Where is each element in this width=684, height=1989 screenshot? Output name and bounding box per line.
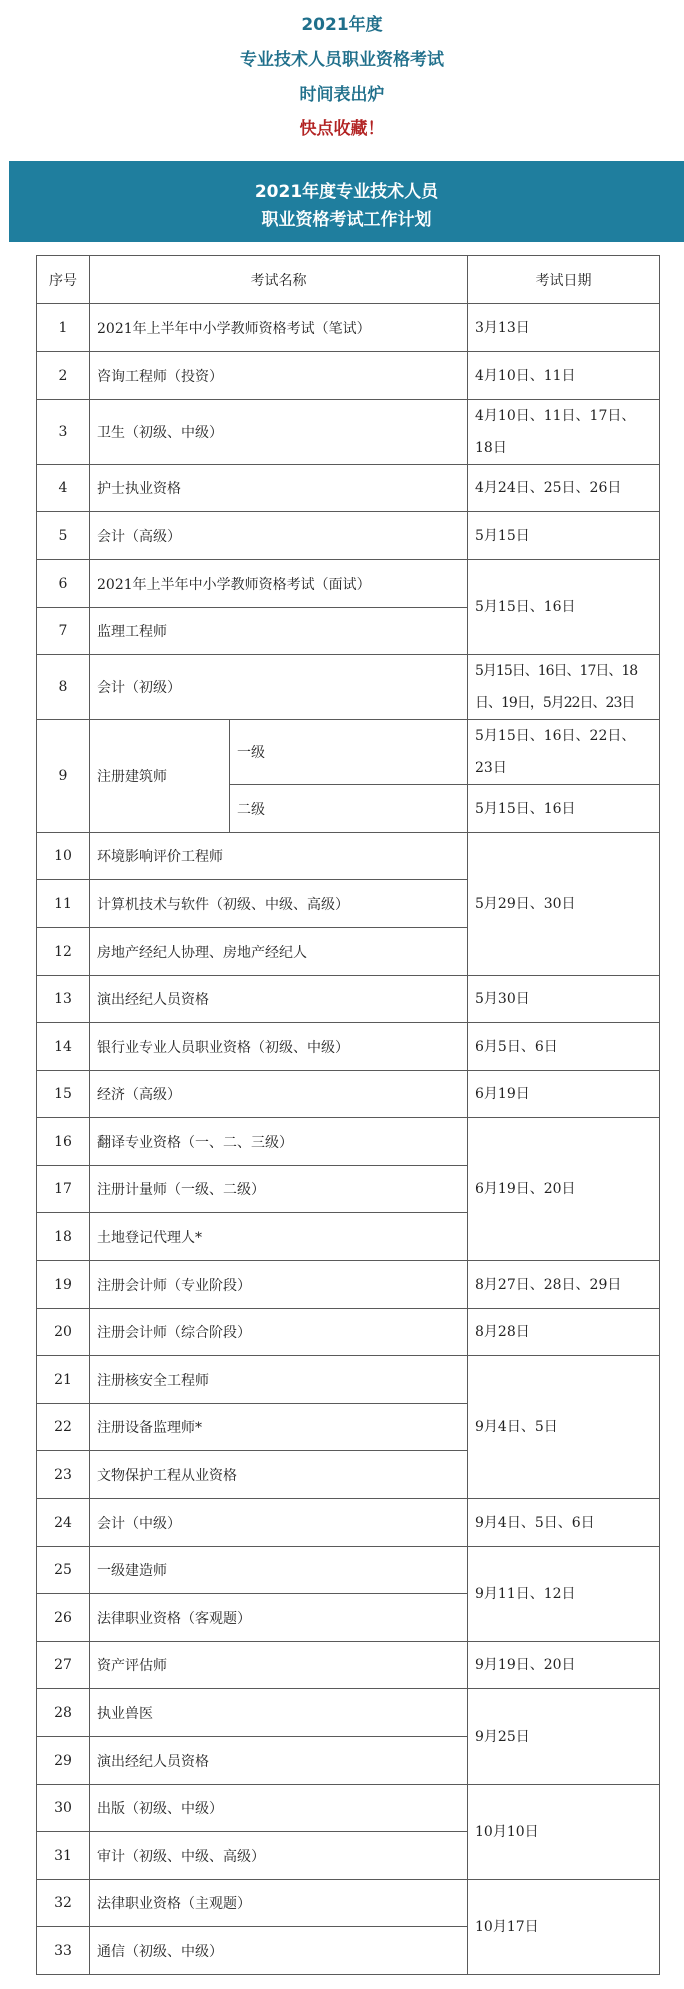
exam-date: 6月19日、20日: [468, 1118, 660, 1261]
row-number: 12: [37, 928, 90, 976]
exam-name: 土地登记代理人*: [90, 1213, 468, 1261]
row-number: 16: [37, 1118, 90, 1166]
exam-date: 9月4日、5日: [468, 1356, 660, 1499]
row-number: 11: [37, 880, 90, 928]
exam-name: 2021年上半年中小学教师资格考试（面试）: [90, 560, 468, 608]
banner-line-1: 2021年度专业技术人员: [254, 182, 439, 202]
exam-name: 资产评估师: [90, 1642, 468, 1689]
page-header: [0, 0, 684, 148]
exam-level: 一级: [230, 720, 468, 785]
table-row: [37, 512, 660, 560]
row-number: 33: [37, 1927, 90, 1975]
row-number: 6: [37, 560, 90, 608]
table-row: [37, 1880, 660, 1927]
table-header-row: [37, 256, 660, 304]
exam-date: 9月11日、12日: [468, 1547, 660, 1642]
row-number: 10: [37, 833, 90, 880]
row-number: 9: [37, 720, 90, 833]
table-row: [37, 1356, 660, 1404]
exam-name: 会计（高级）: [90, 512, 468, 560]
row-number: 28: [37, 1689, 90, 1737]
table-row: [37, 560, 660, 608]
table-row: [37, 1023, 660, 1071]
exam-name: 经济（高级）: [90, 1071, 468, 1118]
table-row: [37, 1261, 660, 1309]
table-row: [37, 1499, 660, 1547]
exam-level: 二级: [230, 785, 468, 833]
exam-date: 5月29日、30日: [468, 833, 660, 976]
exam-date: 9月4日、5日、6日: [468, 1499, 660, 1547]
header-subtitle: 时间表出炉: [299, 85, 385, 105]
header-date: 考试日期: [468, 256, 660, 304]
exam-name: 房地产经纪人协理、房地产经纪人: [90, 928, 468, 976]
table-row: [37, 720, 660, 785]
exam-date: 8月27日、28日、29日: [468, 1261, 660, 1309]
table-row: [37, 1071, 660, 1118]
row-number: 5: [37, 512, 90, 560]
row-number: 18: [37, 1213, 90, 1261]
row-number: 25: [37, 1547, 90, 1594]
row-number: 26: [37, 1594, 90, 1642]
row-number: 15: [37, 1071, 90, 1118]
row-number: 7: [37, 608, 90, 655]
exam-name: 演出经纪人员资格: [90, 1737, 468, 1785]
exam-name: 咨询工程师（投资）: [90, 352, 468, 400]
exam-name: 银行业专业人员职业资格（初级、中级）: [90, 1023, 468, 1071]
table-row: [37, 1547, 660, 1594]
exam-name: 注册建筑师: [90, 720, 230, 833]
row-number: 1: [37, 304, 90, 352]
table-row: [37, 352, 660, 400]
row-number: 27: [37, 1642, 90, 1689]
row-number: 20: [37, 1309, 90, 1356]
header-name: 考试名称: [90, 256, 468, 304]
exam-name: 卫生（初级、中级）: [90, 400, 468, 465]
exam-date: 5月15日: [468, 512, 660, 560]
exam-schedule-table: [36, 255, 660, 1975]
exam-name: 法律职业资格（主观题）: [90, 1880, 468, 1927]
table-row: [37, 1642, 660, 1689]
section-banner: [9, 161, 684, 242]
exam-name: 监理工程师: [90, 608, 468, 655]
exam-date: 6月5日、6日: [468, 1023, 660, 1071]
row-number: 24: [37, 1499, 90, 1547]
table-row: [37, 400, 660, 465]
row-number: 32: [37, 1880, 90, 1927]
exam-name: 通信（初级、中级）: [90, 1927, 468, 1975]
row-number: 3: [37, 400, 90, 465]
exam-name: 法律职业资格（客观题）: [90, 1594, 468, 1642]
exam-name: 注册计量师（一级、二级）: [90, 1166, 468, 1213]
row-number: 13: [37, 976, 90, 1023]
exam-date: 5月30日: [468, 976, 660, 1023]
exam-date: 10月17日: [468, 1880, 660, 1975]
header-callout: 快点收藏！: [299, 119, 385, 139]
exam-name: 执业兽医: [90, 1689, 468, 1737]
row-number: 14: [37, 1023, 90, 1071]
exam-date: 6月19日: [468, 1071, 660, 1118]
exam-date: 8月28日: [468, 1309, 660, 1356]
exam-name: 出版（初级、中级）: [90, 1785, 468, 1832]
table-row: [37, 1785, 660, 1832]
exam-name: 环境影响评价工程师: [90, 833, 468, 880]
header-no: 序号: [37, 256, 90, 304]
row-number: 8: [37, 655, 90, 720]
table-row: [37, 1118, 660, 1166]
exam-date: 4月24日、25日、26日: [468, 465, 660, 512]
exam-date: 5月15日、16日、22日、23日: [468, 720, 660, 785]
table-row: [37, 1689, 660, 1737]
exam-name: 审计（初级、中级、高级）: [90, 1832, 468, 1880]
row-number: 21: [37, 1356, 90, 1404]
table-row: [37, 465, 660, 512]
banner-line-2: 职业资格考试工作计划: [261, 210, 432, 230]
exam-date: 5月15日、16日: [468, 785, 660, 833]
exam-name: 演出经纪人员资格: [90, 976, 468, 1023]
row-number: 17: [37, 1166, 90, 1213]
row-number: 23: [37, 1451, 90, 1499]
table-row: [37, 833, 660, 880]
exam-date: 5月15日、16日: [468, 560, 660, 655]
exam-name: 注册会计师（专业阶段）: [90, 1261, 468, 1309]
row-number: 31: [37, 1832, 90, 1880]
exam-date: 3月13日: [468, 304, 660, 352]
exam-name: 一级建造师: [90, 1547, 468, 1594]
exam-date: 9月25日: [468, 1689, 660, 1785]
row-number: 30: [37, 1785, 90, 1832]
exam-name: 会计（初级）: [90, 655, 468, 720]
exam-name: 2021年上半年中小学教师资格考试（笔试）: [90, 304, 468, 352]
exam-date: 4月10日、11日、17日、18日: [468, 400, 660, 465]
exam-name: 翻译专业资格（一、二、三级）: [90, 1118, 468, 1166]
exam-name: 注册核安全工程师: [90, 1356, 468, 1404]
table-row: [37, 1309, 660, 1356]
exam-date: 10月10日: [468, 1785, 660, 1880]
exam-name: 护士执业资格: [90, 465, 468, 512]
exam-name: 文物保护工程从业资格: [90, 1451, 468, 1499]
row-number: 2: [37, 352, 90, 400]
exam-date: 5月15日、16日、17日、18日、19日，5月22日、23日: [468, 655, 660, 720]
row-number: 29: [37, 1737, 90, 1785]
header-year: 2021年度: [301, 15, 383, 35]
exam-name: 注册会计师（综合阶段）: [90, 1309, 468, 1356]
table-row: [37, 976, 660, 1023]
exam-name: 计算机技术与软件（初级、中级、高级）: [90, 880, 468, 928]
row-number: 4: [37, 465, 90, 512]
row-number: 22: [37, 1404, 90, 1451]
header-title: 专业技术人员职业资格考试: [240, 50, 444, 70]
row-number: 19: [37, 1261, 90, 1309]
exam-date: 9月19日、20日: [468, 1642, 660, 1689]
exam-name: 注册设备监理师*: [90, 1404, 468, 1451]
table-row: [37, 304, 660, 352]
exam-date: 4月10日、11日: [468, 352, 660, 400]
table-row: [37, 655, 660, 720]
exam-name: 会计（中级）: [90, 1499, 468, 1547]
